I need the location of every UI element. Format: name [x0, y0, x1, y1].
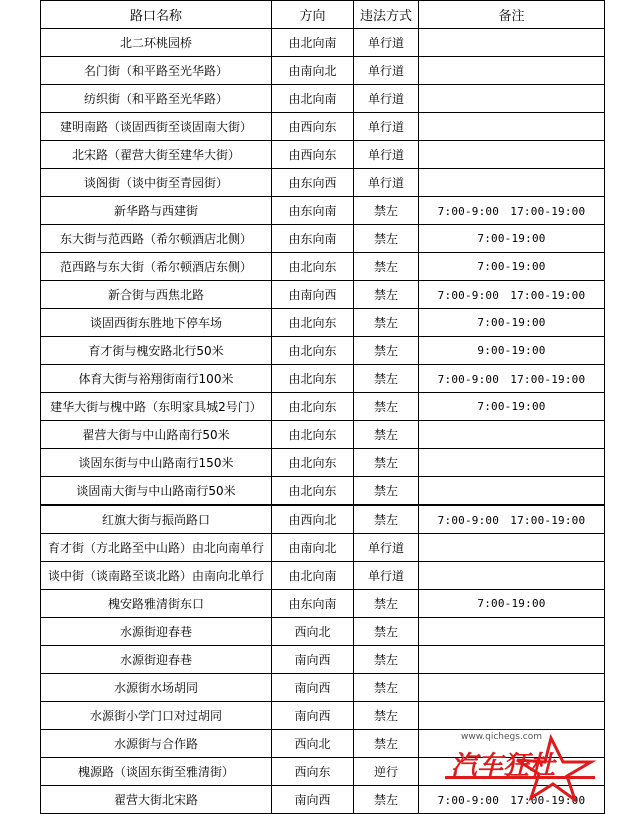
- cell-violation-type: 禁左: [354, 225, 419, 253]
- cell-remarks: 7:00-9:00 17:00-19:00: [419, 281, 605, 309]
- table-row: [41, 197, 605, 225]
- table-row: [41, 674, 605, 702]
- watermark-url: www.qichegs.com: [461, 732, 543, 742]
- cell-intersection-name: 槐安路雅清街东口: [41, 590, 272, 618]
- cell-remarks: [419, 141, 605, 169]
- cell-direction: 西向北: [272, 618, 354, 646]
- table-row: [41, 29, 605, 57]
- table-row: [41, 365, 605, 393]
- cell-violation-type: 禁左: [354, 449, 419, 477]
- cell-violation-type: 单行道: [354, 169, 419, 197]
- cell-violation-type: 单行道: [354, 57, 419, 85]
- cell-remarks: 7:00-9:00 17:00-19:00: [419, 365, 605, 393]
- cell-intersection-name: 体育大街与裕翔街南行100米: [41, 365, 272, 393]
- cell-violation-type: 禁左: [354, 281, 419, 309]
- cell-intersection-name: 谈阁街（谈中街至青园街）: [41, 169, 272, 197]
- cell-remarks: [419, 646, 605, 674]
- cell-remarks: 7:00-19:00: [419, 393, 605, 421]
- violation-table: [40, 0, 605, 814]
- table-row: [41, 225, 605, 253]
- cell-violation-type: 禁左: [354, 674, 419, 702]
- violation-table-sheet: [40, 0, 605, 814]
- cell-direction: 由北向东: [272, 253, 354, 281]
- cell-direction: 南向西: [272, 702, 354, 730]
- cell-violation-type: 单行道: [354, 113, 419, 141]
- table-row: [41, 702, 605, 730]
- table-row: [41, 141, 605, 169]
- cell-intersection-name: 东大街与范西路（希尔顿酒店北侧）: [41, 225, 272, 253]
- cell-violation-type: 单行道: [354, 562, 419, 590]
- cell-violation-type: 单行道: [354, 141, 419, 169]
- cell-remarks: 7:00-19:00: [419, 590, 605, 618]
- cell-violation-type: 单行道: [354, 534, 419, 562]
- cell-remarks: [419, 113, 605, 141]
- cell-remarks: [419, 562, 605, 590]
- cell-direction: 南向西: [272, 786, 354, 814]
- table-row: [41, 337, 605, 365]
- cell-intersection-name: 纺织街（和平路至光华路）: [41, 85, 272, 113]
- cell-intersection-name: 名门街（和平路至光华路）: [41, 57, 272, 85]
- cell-direction: 由东向南: [272, 225, 354, 253]
- cell-direction: 南向西: [272, 646, 354, 674]
- cell-intersection-name: 翟营大街北宋路: [41, 786, 272, 814]
- cell-remarks: [419, 477, 605, 506]
- cell-intersection-name: 水源街迎春巷: [41, 646, 272, 674]
- cell-violation-type: 禁左: [354, 337, 419, 365]
- cell-remarks: 7:00-9:00 17:00-19:00: [419, 786, 605, 814]
- header-direction: 方向: [272, 1, 354, 29]
- cell-remarks: [419, 57, 605, 85]
- cell-direction: 由南向北: [272, 57, 354, 85]
- cell-violation-type: 禁左: [354, 786, 419, 814]
- cell-remarks: 7:00-19:00: [419, 309, 605, 337]
- cell-intersection-name: 建华大街与槐中路（东明家具城2号门）: [41, 393, 272, 421]
- cell-intersection-name: 水源街迎春巷: [41, 618, 272, 646]
- cell-intersection-name: 谈固西街东胜地下停车场: [41, 309, 272, 337]
- cell-intersection-name: 谈中街（谈南路至谈北路）由南向北单行: [41, 562, 272, 590]
- cell-direction: 由南向西: [272, 281, 354, 309]
- cell-remarks: 7:00-19:00: [419, 225, 605, 253]
- watermark-logo: [441, 732, 611, 802]
- cell-direction: 由东向南: [272, 590, 354, 618]
- cell-intersection-name: 翟营大街与中山路南行50米: [41, 421, 272, 449]
- cell-direction: 由北向东: [272, 337, 354, 365]
- cell-remarks: [419, 534, 605, 562]
- table-row: [41, 169, 605, 197]
- table-header-row: [41, 1, 605, 29]
- cell-intersection-name: 建明南路（谈固西街至谈固南大街）: [41, 113, 272, 141]
- cell-remarks: 7:00-9:00 17:00-19:00: [419, 505, 605, 534]
- cell-remarks: [419, 702, 605, 730]
- header-violation-type: 违法方式: [354, 1, 419, 29]
- cell-direction: 由东向南: [272, 197, 354, 225]
- cell-intersection-name: 北二环桃园桥: [41, 29, 272, 57]
- cell-violation-type: 禁左: [354, 730, 419, 758]
- cell-violation-type: 禁左: [354, 646, 419, 674]
- cell-remarks: [419, 618, 605, 646]
- cell-intersection-name: 范西路与东大街（希尔顿酒店东侧）: [41, 253, 272, 281]
- table-row: [41, 505, 605, 534]
- cell-intersection-name: 红旗大街与振尚路口: [41, 505, 272, 534]
- cell-intersection-name: 水源街水场胡同: [41, 674, 272, 702]
- cell-violation-type: 禁左: [354, 421, 419, 449]
- cell-violation-type: 禁左: [354, 197, 419, 225]
- cell-intersection-name: 新合街与西焦北路: [41, 281, 272, 309]
- table-row: [41, 309, 605, 337]
- cell-remarks: 7:00-9:00 17:00-19:00: [419, 197, 605, 225]
- cell-remarks: 7:00-19:00: [419, 253, 605, 281]
- cell-direction: 由西向东: [272, 141, 354, 169]
- cell-direction: 西向东: [272, 758, 354, 786]
- cell-violation-type: 禁左: [354, 702, 419, 730]
- table-body: [41, 29, 605, 814]
- cell-intersection-name: 水源街与合作路: [41, 730, 272, 758]
- cell-violation-type: 禁左: [354, 590, 419, 618]
- cell-remarks: [419, 421, 605, 449]
- table-row: [41, 646, 605, 674]
- cell-violation-type: 禁左: [354, 365, 419, 393]
- table-row: [41, 421, 605, 449]
- table-row: [41, 477, 605, 506]
- cell-remarks: 9:00-19:00: [419, 337, 605, 365]
- cell-remarks: [419, 449, 605, 477]
- cell-direction: 由北向南: [272, 85, 354, 113]
- cell-direction: 由北向东: [272, 309, 354, 337]
- cell-violation-type: 单行道: [354, 85, 419, 113]
- cell-intersection-name: 谈固南大街与中山路南行50米: [41, 477, 272, 506]
- table-row: [41, 281, 605, 309]
- table-row: [41, 57, 605, 85]
- cell-direction: 西向北: [272, 730, 354, 758]
- watermark-logo-text: 汽车狂杜: [451, 751, 556, 781]
- cell-intersection-name: 槐源路（谈固东街至雅清街）: [41, 758, 272, 786]
- cell-direction: 由南向北: [272, 534, 354, 562]
- cell-remarks: [419, 674, 605, 702]
- cell-remarks: [419, 85, 605, 113]
- cell-violation-type: 禁左: [354, 309, 419, 337]
- cell-violation-type: 禁左: [354, 477, 419, 506]
- table-row: [41, 449, 605, 477]
- cell-intersection-name: 育才街（方北路至中山路）由北向南单行: [41, 534, 272, 562]
- cell-intersection-name: 谈固东街与中山路南行150米: [41, 449, 272, 477]
- cell-intersection-name: 新华路与西建街: [41, 197, 272, 225]
- cell-direction: 由西向北: [272, 505, 354, 534]
- table-row: [41, 534, 605, 562]
- table-row: [41, 113, 605, 141]
- cell-violation-type: 禁左: [354, 253, 419, 281]
- watermark: [441, 732, 611, 802]
- cell-violation-type: 逆行: [354, 758, 419, 786]
- cell-direction: 南向西: [272, 674, 354, 702]
- cell-intersection-name: 北宋路（翟营大街至建华大街）: [41, 141, 272, 169]
- cell-direction: 由北向东: [272, 365, 354, 393]
- cell-direction: 由西向东: [272, 113, 354, 141]
- cell-violation-type: 禁左: [354, 618, 419, 646]
- cell-direction: 由北向南: [272, 562, 354, 590]
- table-row: [41, 562, 605, 590]
- cell-violation-type: 禁左: [354, 505, 419, 534]
- header-intersection-name: 路口名称: [41, 1, 272, 29]
- cell-remarks: [419, 169, 605, 197]
- cell-violation-type: 单行道: [354, 29, 419, 57]
- cell-direction: 由北向东: [272, 449, 354, 477]
- table-row: [41, 618, 605, 646]
- cell-remarks: [419, 29, 605, 57]
- cell-direction: 由北向东: [272, 421, 354, 449]
- table-row: [41, 253, 605, 281]
- cell-direction: 由北向东: [272, 393, 354, 421]
- table-row: [41, 393, 605, 421]
- table-row: [41, 590, 605, 618]
- cell-direction: 由北向南: [272, 29, 354, 57]
- table-row: [41, 85, 605, 113]
- cell-direction: 由东向西: [272, 169, 354, 197]
- cell-violation-type: 禁左: [354, 393, 419, 421]
- header-remarks: 备注: [419, 1, 605, 29]
- cell-intersection-name: 水源街小学门口对过胡同: [41, 702, 272, 730]
- cell-direction: 由北向东: [272, 477, 354, 506]
- cell-intersection-name: 育才街与槐安路北行50米: [41, 337, 272, 365]
